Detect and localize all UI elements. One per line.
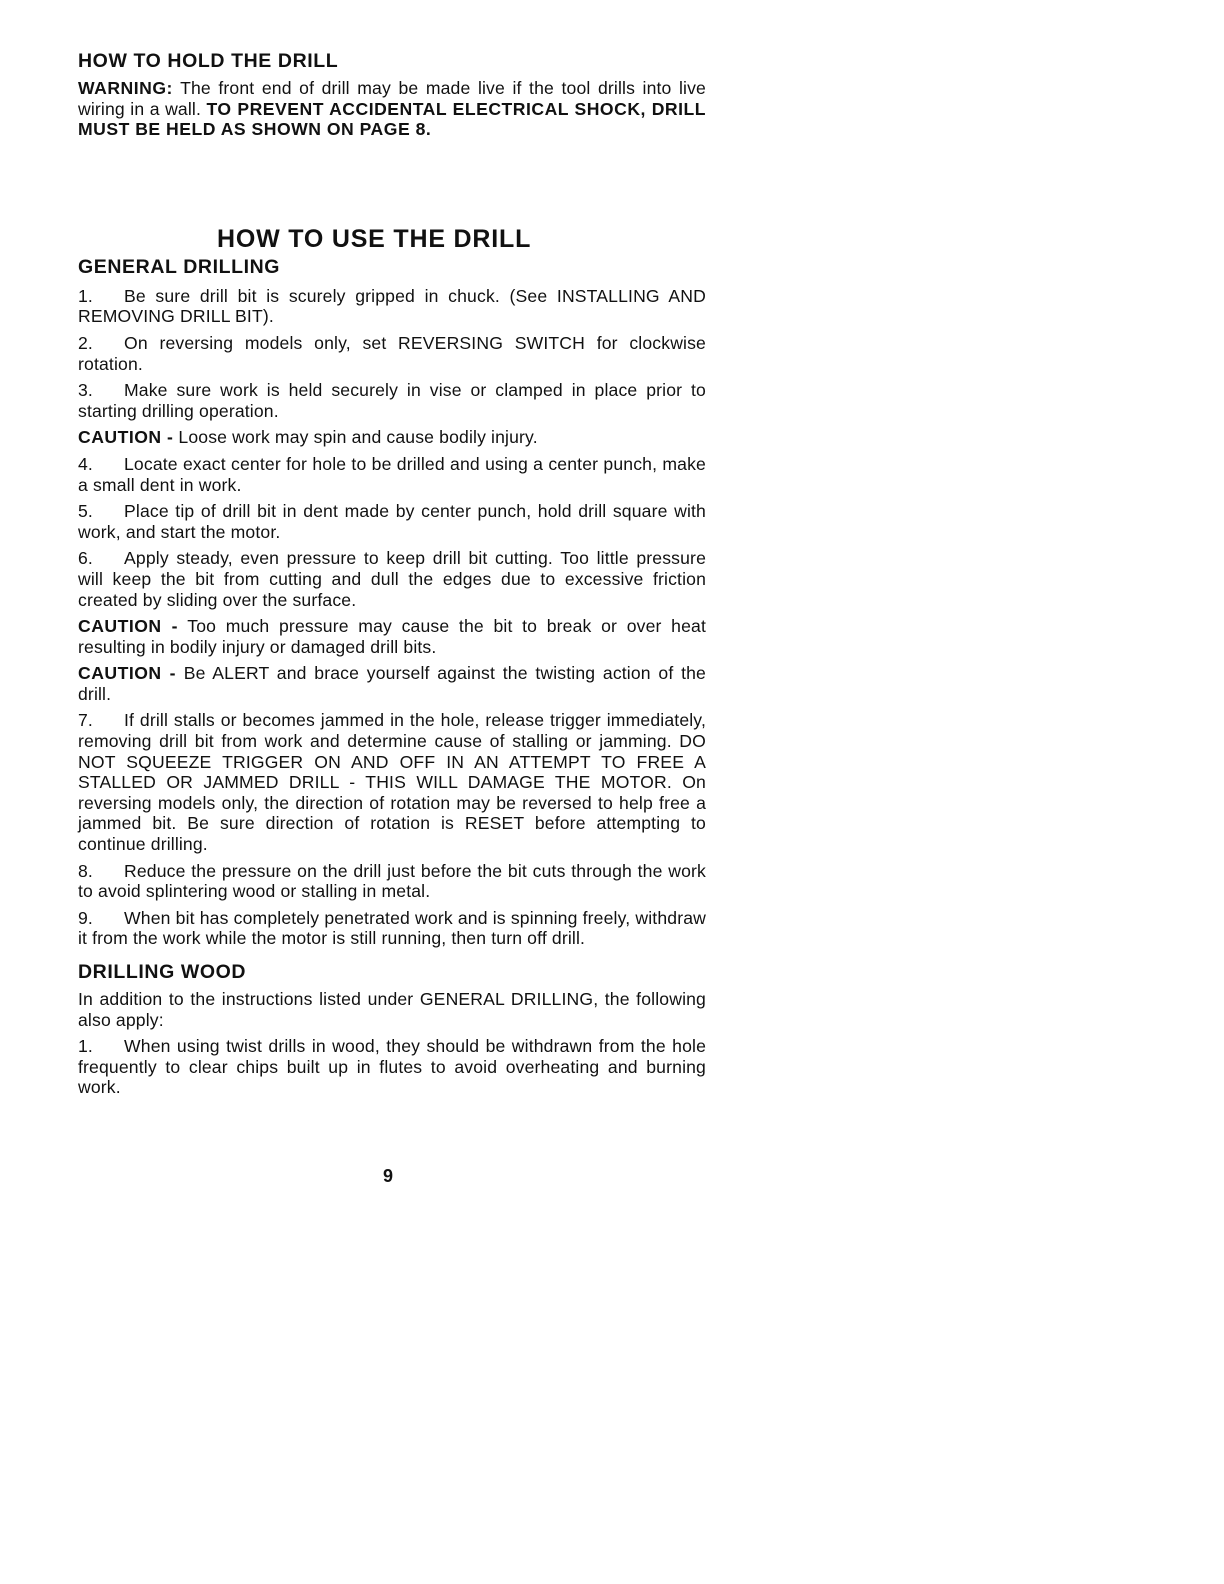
page-title: HOW TO USE THE DRILL bbox=[217, 224, 532, 253]
caution-2 bbox=[78, 616, 706, 657]
general-step-2 bbox=[78, 333, 706, 374]
step-text: Reduce the pressure on the drill just before the bit cuts through the work to avoid splintering wood or stalling in metal. bbox=[78, 860, 706, 902]
general-step-9 bbox=[78, 908, 706, 949]
step-text: When using twist drills in wood, they should be withdrawn from the hole frequently to clear chips built up in flutes to avoid overheating and burning work. bbox=[78, 1036, 706, 1098]
step-text: Place tip of drill bit in dent made by center punch, hold drill square with work, and start the motor. bbox=[78, 501, 706, 542]
hold-heading: HOW TO HOLD THE DRILL bbox=[78, 50, 339, 72]
drilling-wood-heading: DRILLING WOOD bbox=[78, 961, 247, 983]
wood-step-1 bbox=[78, 1036, 706, 1098]
general-step-1 bbox=[78, 286, 706, 327]
general-step-8 bbox=[78, 861, 706, 902]
general-step-3 bbox=[78, 380, 706, 421]
step-text: If drill stalls or becomes jammed in the hole, release trigger immediately, removing drill bit from work and determine cause of stalling or jamming. DO NOT SQUEEZE TRIGGER ON AND OFF IN AN ATTEMPT TO FREE A STALLED OR JAMMED DRILL - THIS WILL DAMAGE THE MOTOR. On reversing models only, the direction of rotation may be reversed to help free a jammed bit. Be sure direction of rotation is RESET before attempting to continue drilling. bbox=[78, 710, 706, 855]
general-step-5 bbox=[78, 501, 706, 542]
step-number: 6. bbox=[78, 548, 93, 569]
general-step-7 bbox=[78, 710, 706, 854]
step-number: 8. bbox=[78, 860, 93, 881]
step-number: 3. bbox=[78, 380, 93, 401]
general-step-4 bbox=[78, 454, 706, 495]
caution-3 bbox=[78, 663, 706, 704]
warning-bold-text: TO PREVENT ACCIDENTAL ELECTRICAL SHOCK, DRILL MUST BE HELD AS SHOWN ON PAGE 8. bbox=[78, 98, 706, 140]
drilling-wood-intro: In addition to the instructions listed under GENERAL DRILLING, the following also apply: bbox=[78, 989, 706, 1030]
page-content bbox=[78, 48, 706, 1186]
step-text: Be sure drill bit is scurely gripped in chuck. (See INSTALLING AND REMOVING DRILL BIT). bbox=[78, 285, 706, 327]
caution-text: Be ALERT and brace yourself against the twisting action of the drill. bbox=[78, 663, 706, 704]
step-number: 2. bbox=[78, 332, 93, 353]
general-drilling-heading: GENERAL DRILLING bbox=[78, 255, 281, 278]
step-number: 5. bbox=[78, 501, 93, 522]
step-number: 1. bbox=[78, 1036, 93, 1057]
caution-label: CAUTION - bbox=[78, 616, 178, 637]
caution-label: CAUTION - bbox=[78, 427, 174, 448]
step-text: On reversing models only, set REVERSING SWITCH for clockwise rotation. bbox=[78, 332, 706, 374]
warning-text: The front end of drill may be made live if the tool drills into live wiring in a wall. bbox=[78, 78, 706, 119]
caution-text: Loose work may spin and cause bodily injury. bbox=[173, 427, 538, 448]
warning-label: WARNING: bbox=[78, 78, 173, 98]
step-number: 4. bbox=[78, 453, 93, 474]
caution-label: CAUTION - bbox=[78, 663, 177, 684]
step-text: When bit has completely penetrated work and is spinning freely, withdraw it from the work while the motor is still running, then turn off drill. bbox=[78, 907, 706, 949]
warning-paragraph bbox=[78, 78, 706, 140]
step-number: 1. bbox=[78, 285, 93, 306]
general-step-6 bbox=[78, 548, 706, 610]
caution-text: Too much pressure may cause the bit to break or over heat resulting in bodily injury or damaged drill bits. bbox=[78, 616, 706, 657]
caution-1 bbox=[78, 427, 706, 448]
step-text: Apply steady, even pressure to keep drill bit cutting. Too little pressure will keep the bit from cutting and dull the edges due to excessive friction created by sliding over the surface. bbox=[78, 548, 706, 610]
step-text: Locate exact center for hole to be drilled and using a center punch, make a small dent in work. bbox=[78, 453, 706, 495]
step-number: 7. bbox=[78, 710, 93, 731]
page-number: 9 bbox=[382, 1166, 393, 1186]
step-number: 9. bbox=[78, 907, 93, 928]
step-text: Make sure work is held securely in vise or clamped in place prior to starting drilling operation. bbox=[78, 380, 706, 421]
